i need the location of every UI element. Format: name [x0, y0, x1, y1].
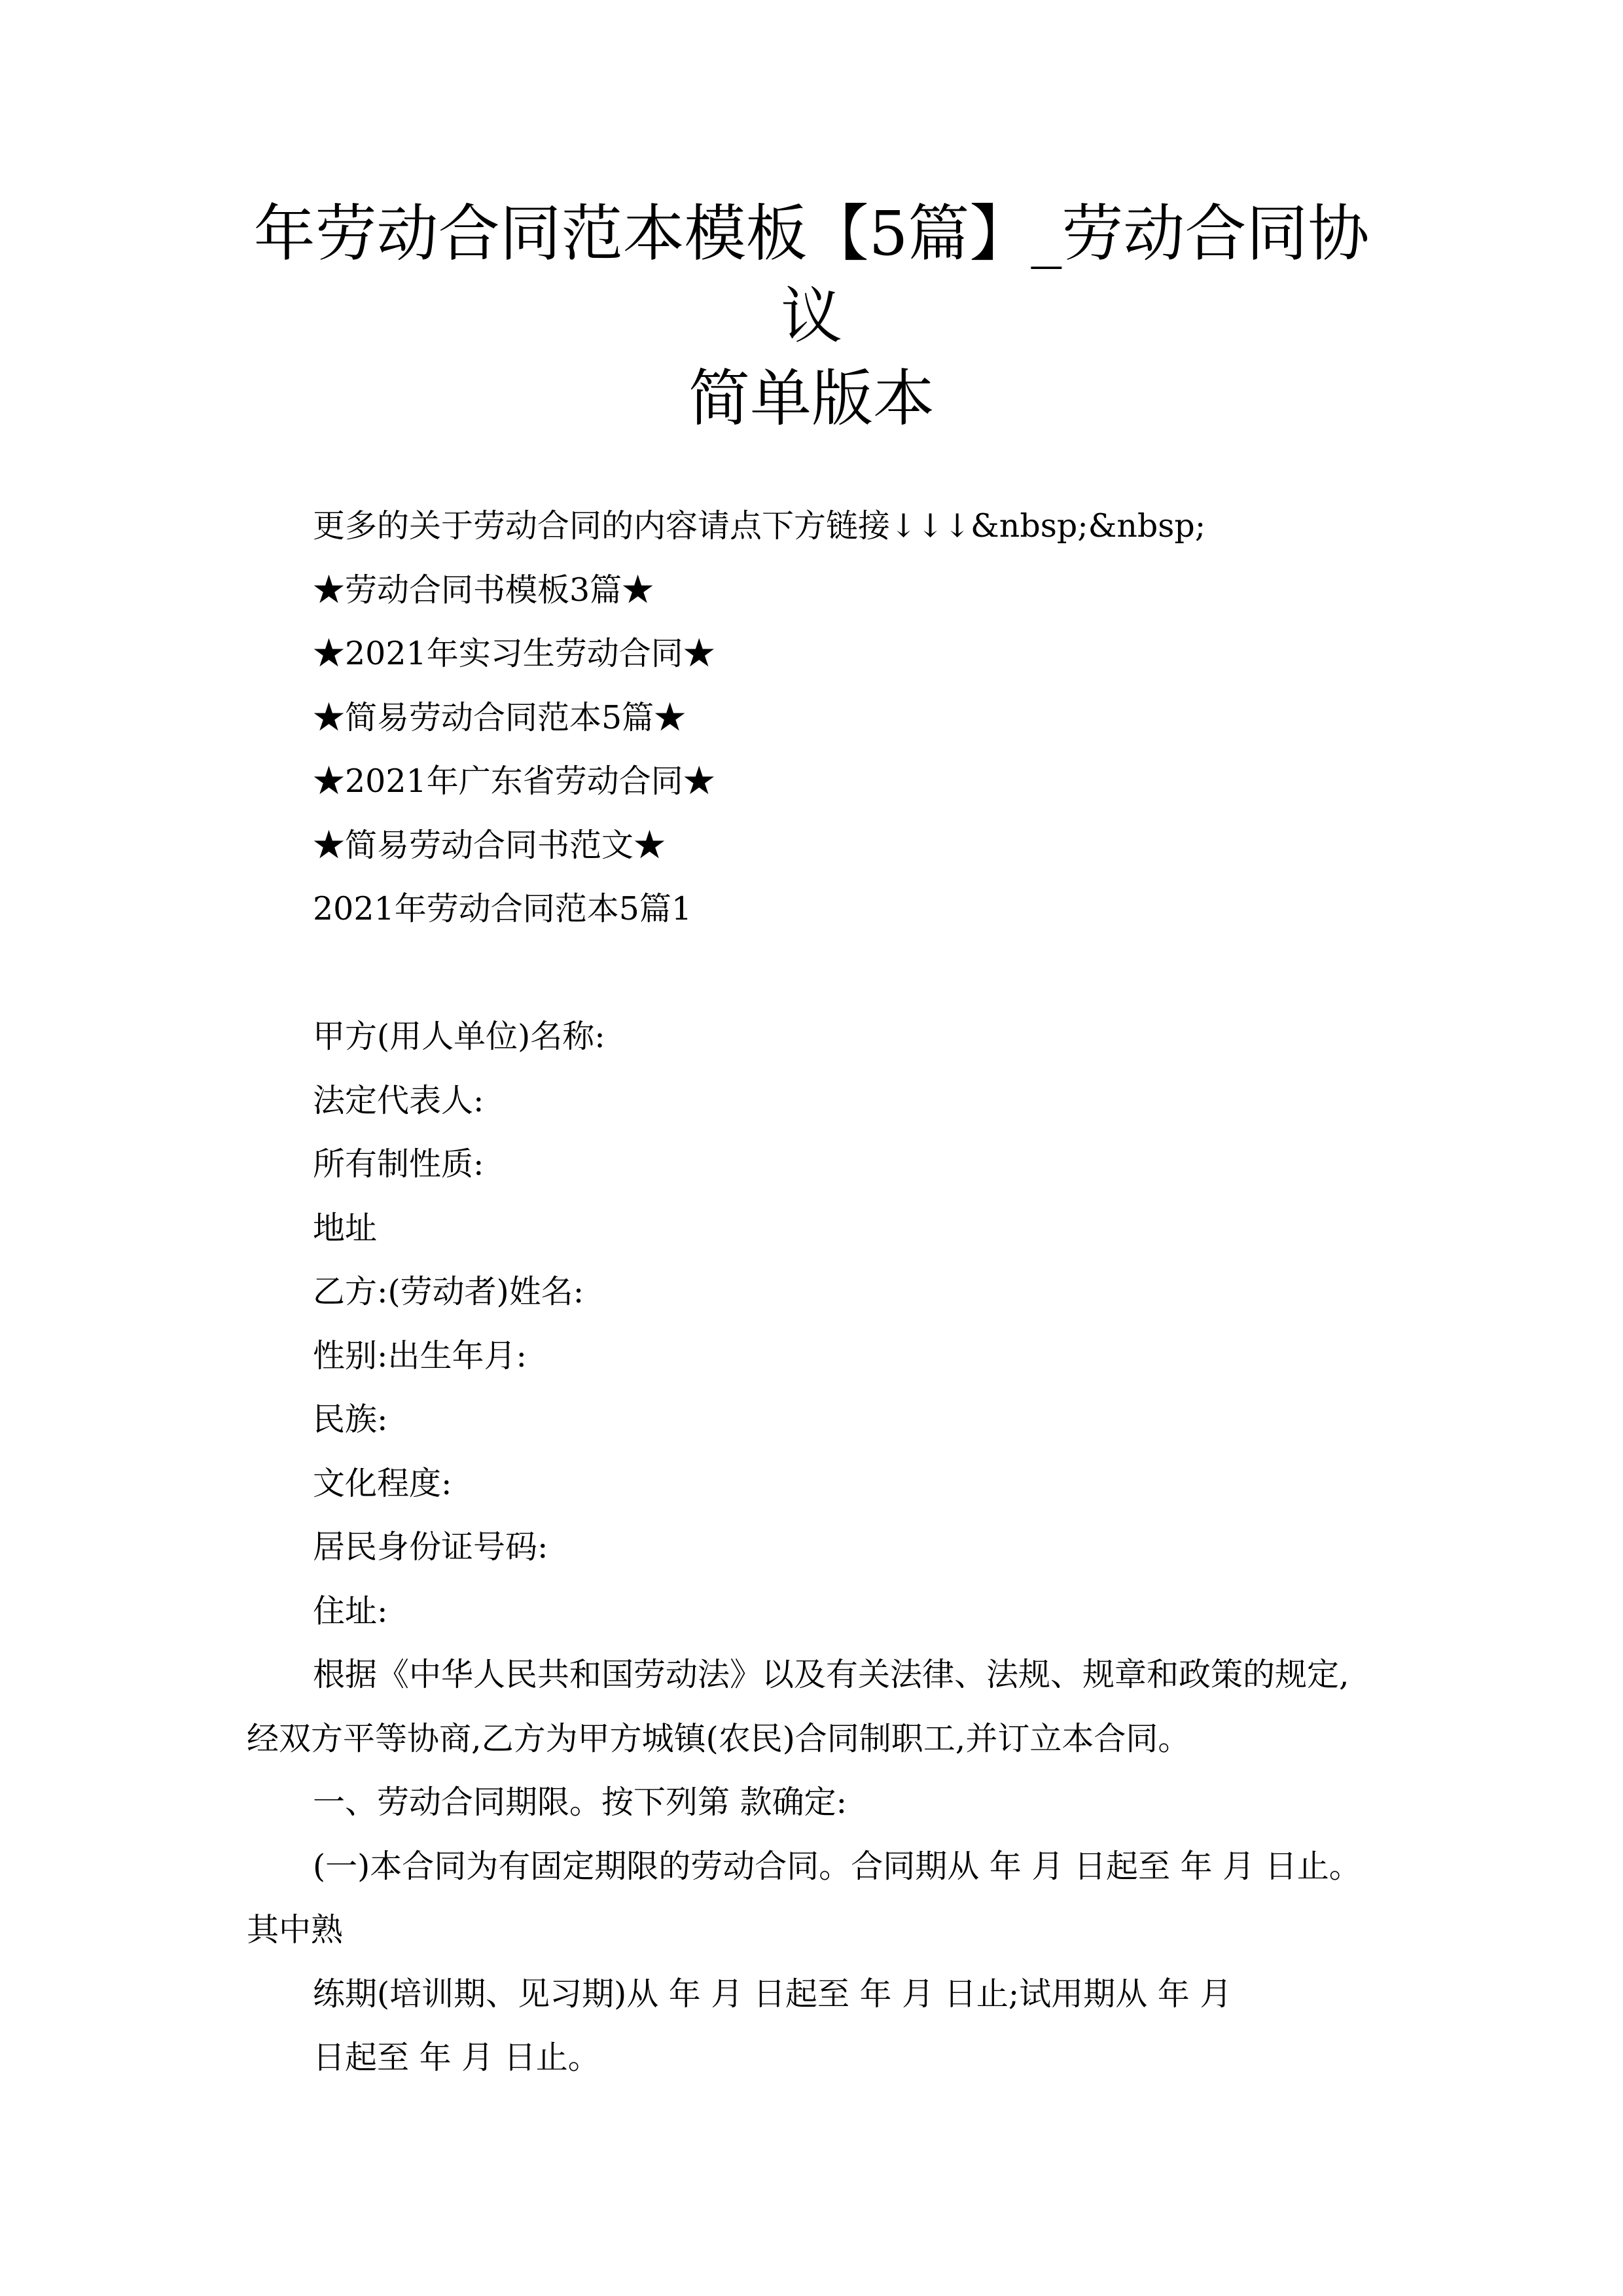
title-line-1: 年劳动合同范本模板【5篇】_劳动合同协议 — [253, 198, 1370, 352]
paragraph-line: 练期(培训期、见习期)从 年 月 日起至 年 月 日止;试用期从 年 月 — [313, 1975, 1232, 2013]
paragraph-line: 日起至 年 月 日止。 — [313, 2039, 600, 2076]
paragraph-line: 根据《中华人民共和国劳动法》以及有关法律、法规、规章和政策的规定, — [313, 1656, 1349, 1693]
section-heading: 2021年劳动合同范本5篇1 — [313, 890, 692, 927]
link-item[interactable]: ★劳动合同书模板3篇★ — [313, 571, 654, 609]
field-label: 住址: — [313, 1592, 388, 1630]
field-label: 所有制性质: — [313, 1145, 484, 1183]
field-label: 文化程度: — [313, 1465, 452, 1502]
link-item[interactable]: ★简易劳动合同书范文★ — [313, 827, 666, 864]
field-label: 法定代表人: — [313, 1082, 484, 1119]
field-label: 甲方(用人单位)名称: — [313, 1018, 605, 1055]
field-label: 居民身份证号码: — [313, 1528, 548, 1566]
paragraph-line: (一)本合同为有固定期限的劳动合同。合同期从 年 月 日起至 年 月 日止。 — [313, 1848, 1361, 1885]
link-item[interactable]: ★2021年广东省劳动合同★ — [313, 762, 715, 800]
link-item[interactable]: ★2021年实习生劳动合同★ — [313, 635, 715, 672]
document-title — [242, 193, 1381, 440]
field-label: 民族: — [313, 1401, 388, 1438]
field-label: 乙方:(劳动者)姓名: — [313, 1273, 584, 1310]
field-label: 性别:出生年月: — [313, 1337, 527, 1374]
intro-text: 更多的关于劳动合同的内容请点下方链接↓↓↓&nbsp;&nbsp; — [313, 507, 1206, 545]
field-label: 地址 — [313, 1210, 378, 1247]
link-item[interactable]: ★简易劳动合同范本5篇★ — [313, 699, 687, 736]
title-line-2: 简单版本 — [688, 363, 935, 435]
clause-heading: 一、劳动合同期限。按下列第 款确定: — [313, 1784, 847, 1821]
paragraph-line: 其中熟 — [247, 1911, 344, 1948]
paragraph-line: 经双方平等协商,乙方为甲方城镇(农民)合同制职工,并订立本合同。 — [247, 1720, 1190, 1757]
